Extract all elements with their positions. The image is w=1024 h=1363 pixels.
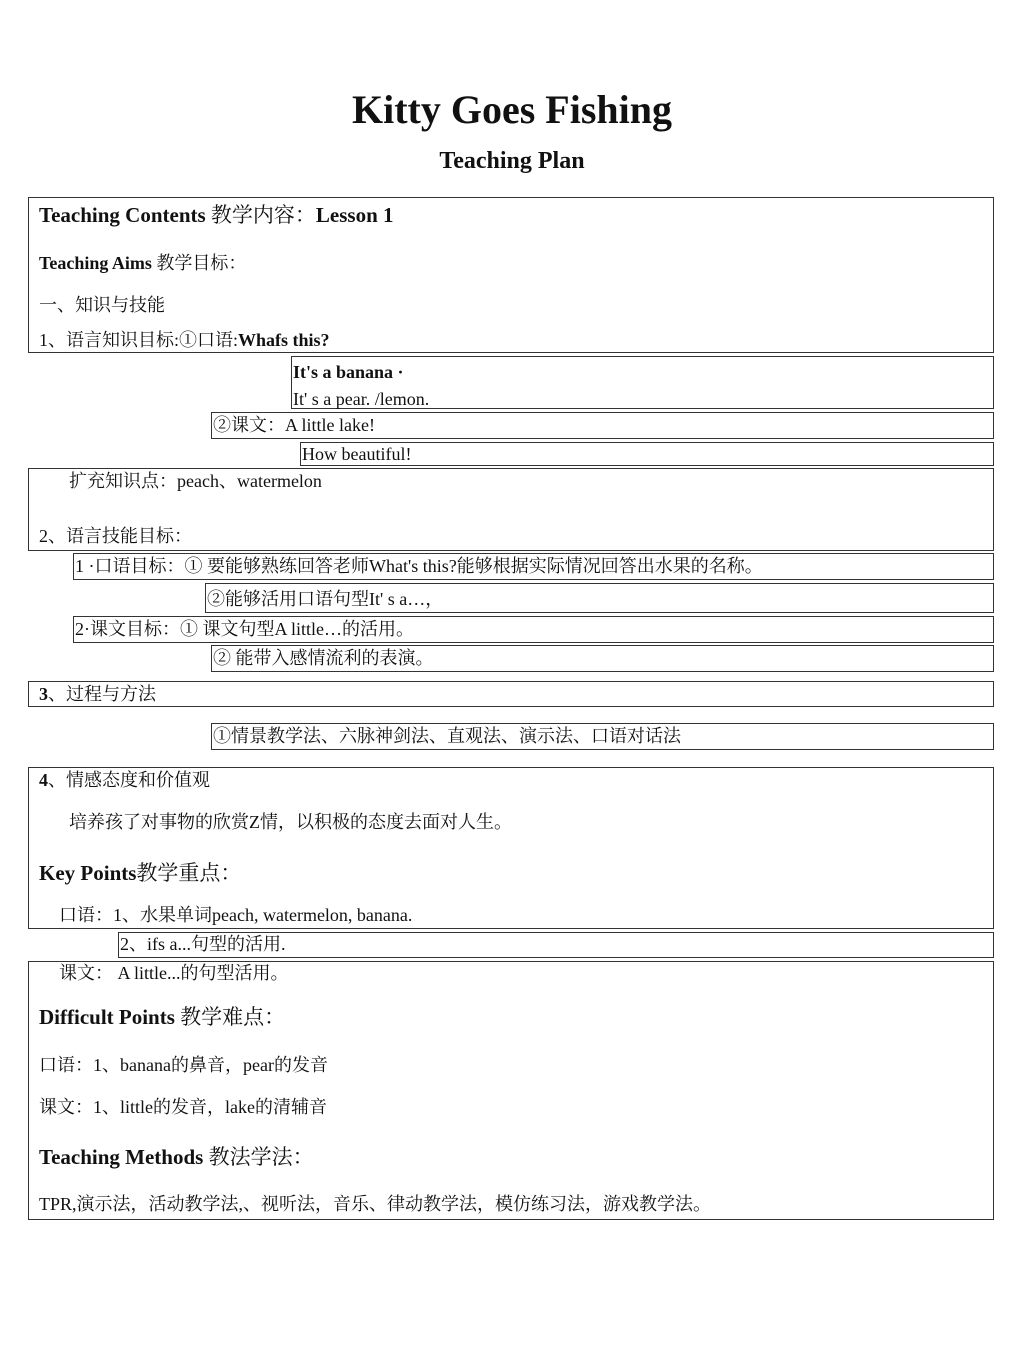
- teaching-contents-box: [28, 197, 994, 353]
- difficult-methods-box: [28, 961, 994, 1220]
- teaching-contents-cn: 教学内容：: [210, 203, 316, 227]
- oral-goal-line: 1 ·口语目标：① 要能够熟练回答老师What's this?能够根据实际情况回答出水果的名称。: [75, 556, 763, 576]
- teaching-methods-heading: [39, 1144, 314, 1170]
- methods-list-line: ①情景教学法、六脉神剑法、直观法、演示法、口语对话法: [213, 726, 681, 746]
- text-lake-box: [211, 412, 994, 439]
- difficult-text: 课文：1、little的发音，lake的清辅音: [39, 1097, 327, 1117]
- key-points-2-box: [118, 932, 994, 958]
- teaching-aims-heading: [39, 252, 246, 274]
- process-methods-box: [28, 681, 994, 707]
- pear-sentence: It' s a pear. /lemon.: [293, 389, 430, 409]
- key-points-2-line: 2、ifs a...句型的活用.: [120, 934, 286, 954]
- teaching-aims-cn: 教学目标：: [156, 253, 247, 273]
- teaching-contents-heading: [39, 202, 394, 228]
- extended-knowledge-box: [28, 468, 994, 551]
- difficult-points-heading: [39, 1004, 285, 1030]
- key-points-oral: 口语：1、水果单词peach, watermelon, banana.: [59, 905, 413, 925]
- teaching-methods-label: Teaching Methods: [39, 1145, 204, 1169]
- process-methods-text: 、过程与方法: [48, 684, 156, 704]
- process-methods-num: 3: [39, 684, 48, 704]
- attitude-keypoints-box: [28, 767, 994, 929]
- key-points-text: 课文： A little...的句型活用。: [59, 963, 289, 983]
- how-beautiful-box: [300, 442, 994, 466]
- banana-sentence: It's a banana ·: [293, 362, 404, 382]
- difficult-points-cn: 教学难点：: [180, 1005, 286, 1029]
- sentence-patterns-box: [291, 356, 994, 409]
- extended-knowledge-line: 扩充知识点：peach、watermelon: [69, 471, 322, 491]
- teaching-aims-label: Teaching Aims: [39, 253, 152, 273]
- key-points-cn: 教学重点：: [136, 861, 242, 885]
- lesson-label: Lesson 1: [315, 203, 394, 227]
- teaching-methods-cn: 教法学法：: [208, 1145, 314, 1169]
- oral-goal-box: [73, 553, 994, 580]
- attitude-num: 4: [39, 770, 48, 790]
- language-knowledge-prefix: 1、语言知识目标:①口语:: [39, 330, 239, 350]
- text-goal-2-box: [211, 645, 994, 672]
- language-knowledge-question: Whafs this?: [238, 330, 330, 350]
- key-points-heading: [39, 860, 241, 886]
- language-knowledge-goal: [39, 329, 330, 351]
- oral-goal-2-line: ②能够活用口语句型It' s a…，: [207, 589, 444, 609]
- oral-goal-2-box: [205, 583, 994, 613]
- attitude-text: 、情感态度和价值观: [48, 770, 210, 790]
- text-lake-line: ②课文：A little lake!: [213, 415, 375, 435]
- teaching-methods-body: TPR,演示法，活动教学法,、视听法，音乐、律动教学法，模仿练习法，游戏教学法。: [39, 1194, 712, 1214]
- process-methods-heading: [39, 683, 156, 705]
- attitude-body: 培养孩了对事物的欣赏Z情，以积极的态度去面对人生。: [69, 812, 512, 832]
- key-points-label: Key Points: [39, 861, 137, 885]
- methods-list-box: [211, 723, 994, 750]
- text-goal-line: 2·课文目标：① 课文句型A little…的活用。: [75, 619, 414, 639]
- text-goal-2-line: ② 能带入感情流利的表演。: [213, 648, 434, 668]
- teaching-contents-label: Teaching Contents: [39, 203, 206, 227]
- difficult-points-label: Difficult Points: [39, 1005, 175, 1029]
- difficult-oral: 口语：1、banana的鼻音，pear的发音: [39, 1055, 328, 1075]
- text-goal-box: [73, 616, 994, 643]
- knowledge-skills-heading: 一、知识与技能: [39, 295, 165, 315]
- document-subtitle: Teaching Plan: [439, 148, 585, 174]
- document-title: Kitty Goes Fishing: [351, 87, 673, 132]
- language-skills-heading: 2、语言技能目标：: [39, 526, 192, 546]
- how-beautiful-line: How beautiful!: [302, 444, 412, 464]
- attitude-heading: [39, 769, 210, 791]
